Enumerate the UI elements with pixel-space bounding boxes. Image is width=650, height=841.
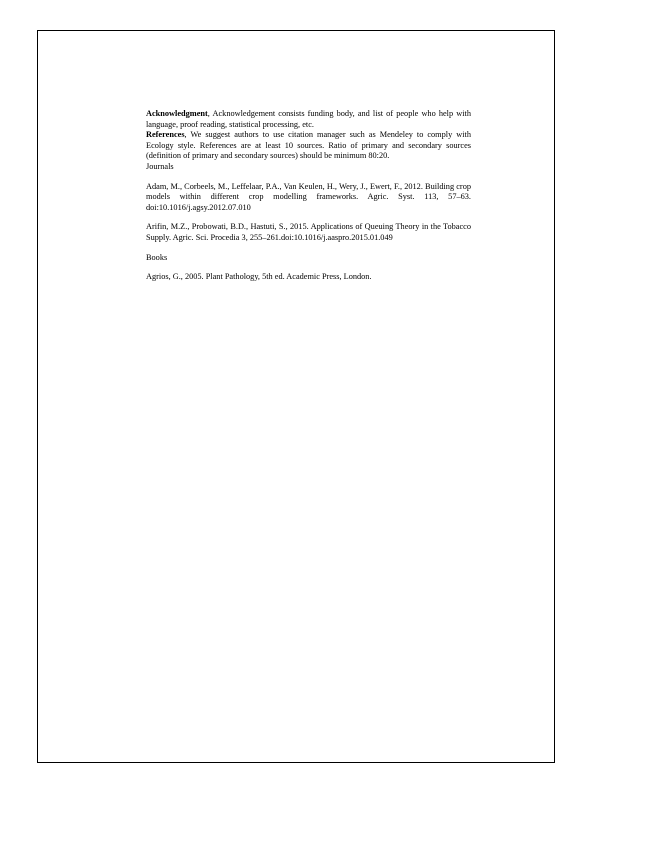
document-page — [37, 30, 555, 763]
acknowledgment-paragraph — [146, 109, 471, 130]
acknowledgment-text: , Acknowledgement consists funding body, and list of people who help with language, proof reading, statistical processing, etc. — [146, 109, 471, 129]
page-content — [146, 109, 471, 283]
references-label: References — [146, 130, 185, 140]
reference-item: Arifin, M.Z., Probowati, B.D., Hastuti, S., 2015. Applications of Queuing Theory in the Tobacco Supply. Agric. Sci. Procedia 3, 255–261.doi:10.1016/j.aaspro.2015.01.049 — [146, 222, 471, 242]
books-heading: Books — [146, 252, 168, 262]
references-text: , We suggest authors to use citation manager such as Mendeley to comply with Ecology style. References are at least 10 sources. Ratio of primary and secondary sources (definition of primary and secondary sources) should be minimum 80:20. — [146, 130, 471, 161]
reference-item: Adam, M., Corbeels, M., Leffelaar, P.A., Van Keulen, H., Wery, J., Ewert, F., 2012. Building crop models within different crop modelling frameworks. Agric. Syst. 113, 57–63. doi:10.1016/j.agsy.2012.07.010 — [146, 181, 471, 212]
references-paragraph — [146, 130, 471, 162]
acknowledgment-label: Acknowledgment — [146, 109, 208, 118]
reference-item: Agrios, G., 2005. Plant Pathology, 5th ed. Academic Press, London. — [146, 272, 372, 282]
journals-heading: Journals — [146, 161, 174, 171]
